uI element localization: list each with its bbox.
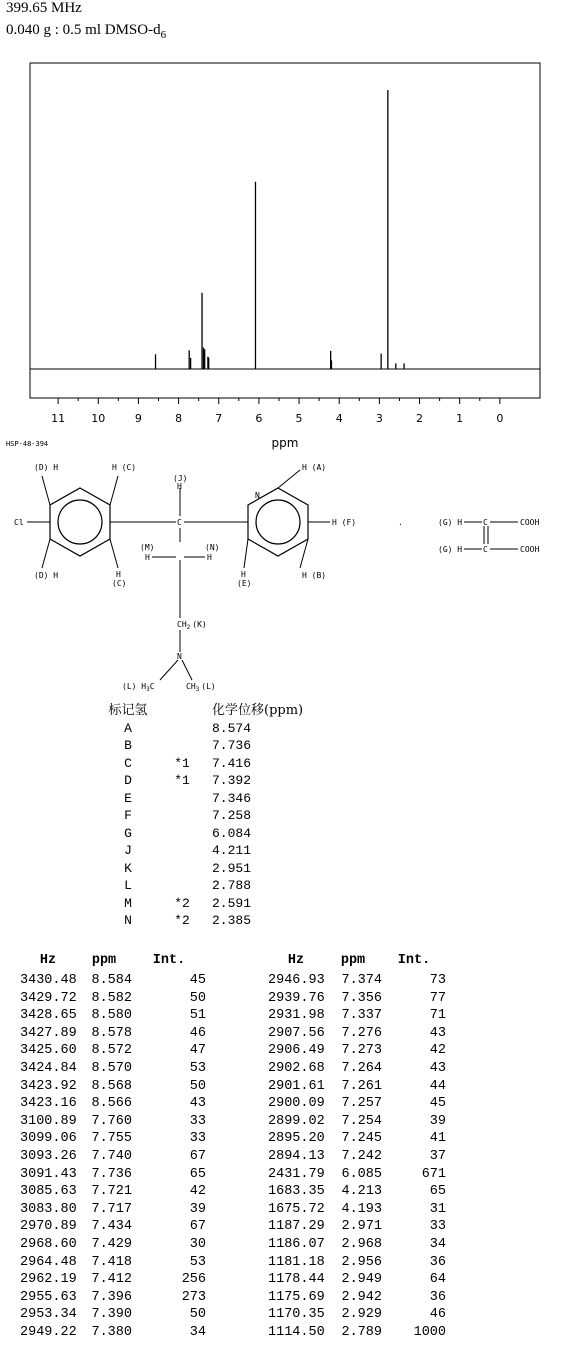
peak-intensity: 51 (189, 1008, 206, 1024)
peak-hz: 2901.61 (268, 1078, 325, 1094)
peak-intensity: 39 (429, 1113, 446, 1129)
peak-header-int-left: Int. (152, 953, 186, 968)
salt-separator-dot: . (398, 518, 403, 527)
peak-ppm: 7.412 (91, 1272, 132, 1288)
peak-ppm: 2.929 (341, 1307, 382, 1323)
peak-hz: 3428.65 (20, 1008, 77, 1024)
proton-note: *1 (174, 773, 190, 788)
peak-intensity: 45 (429, 1096, 446, 1112)
peak-table-row (20, 1271, 446, 1289)
peak-hz: 1181.18 (268, 1254, 325, 1270)
label-cooh-top: COOH (520, 518, 540, 527)
peak-hz: 2962.19 (20, 1272, 77, 1288)
x-tick-label: 10 (91, 412, 106, 425)
peak-hz: 2955.63 (20, 1289, 77, 1305)
label-h-e-h: H (241, 570, 246, 579)
x-tick-label: 5 (295, 412, 303, 425)
peak-hz: 2431.79 (268, 1166, 325, 1182)
peak-ppm: 8.580 (91, 1008, 132, 1024)
peak-ppm: 7.273 (341, 1043, 382, 1059)
label-n-ring: N (255, 491, 260, 500)
peak-hz: 1114.50 (268, 1324, 325, 1340)
peak-hz: 2964.48 (20, 1254, 77, 1270)
bond-hc-bottom (110, 539, 118, 568)
peak-intensity: 73 (429, 973, 446, 988)
label-ch2-sub: 2 (186, 624, 191, 631)
peak-hz: 3100.89 (20, 1113, 77, 1129)
label-h-d-top: (D) H (34, 463, 59, 472)
chemical-shift-table (104, 702, 303, 930)
peak-header-ppm-left: ppm (91, 953, 117, 968)
proton-label: M (124, 895, 132, 911)
label-l-left-c: C (149, 682, 155, 691)
peak-ppm: 7.380 (91, 1324, 132, 1340)
peak-intensity: 42 (429, 1043, 446, 1059)
proton-shift: 6.084 (212, 825, 252, 841)
peak-ppm: 8.572 (91, 1043, 132, 1059)
peak-hz: 2968.60 (20, 1236, 77, 1252)
label-h-c-bottom-h: H (116, 570, 121, 579)
peak-ppm: 7.717 (91, 1201, 132, 1217)
peak-hz: 1187.29 (268, 1219, 325, 1235)
label-ch2-k: (K) (192, 620, 207, 629)
peak-intensity: 53 (189, 1060, 206, 1076)
shift-table-row (104, 755, 303, 773)
peak-hz: 3423.16 (20, 1096, 77, 1112)
peak-ppm: 8.566 (91, 1096, 132, 1112)
peak-table-row (20, 1130, 446, 1148)
peak-intensity: 31 (429, 1201, 446, 1217)
peak-table-row (20, 1078, 446, 1096)
peak-intensity: 36 (429, 1289, 446, 1305)
peak-hz: 2946.93 (268, 973, 325, 988)
peak-list-table (20, 950, 446, 1341)
proton-shift: 7.346 (212, 790, 252, 806)
peak-ppm: 7.242 (341, 1148, 382, 1164)
peak-ppm: 8.568 (91, 1078, 132, 1094)
peak-hz: 2906.49 (268, 1043, 325, 1059)
peak-intensity: 67 (189, 1219, 206, 1235)
peak-ppm: 7.337 (341, 1008, 382, 1024)
peak-table-row (20, 1007, 446, 1025)
label-h-e: (E) (237, 579, 252, 588)
peak-table-row (20, 972, 446, 990)
peak-ppm: 7.374 (341, 973, 382, 988)
peak-hz: 3083.80 (20, 1201, 77, 1217)
shift-table-row (104, 807, 303, 825)
peak-hz: 2949.22 (20, 1324, 77, 1340)
peak-intensity: 671 (421, 1166, 446, 1182)
peak-table-row (20, 1254, 446, 1272)
peak-hz: 2970.89 (20, 1219, 77, 1235)
proton-note: *1 (174, 755, 190, 771)
label-l-left-text: (L) H (122, 682, 147, 691)
label-ch2-text: CH (177, 620, 187, 629)
peak-ppm: 7.429 (91, 1236, 132, 1252)
x-axis-label: ppm (271, 436, 299, 450)
shift-table-row (104, 860, 303, 878)
peak-hz: 1186.07 (268, 1236, 325, 1252)
label-c-top: C (483, 518, 488, 527)
label-l-left (122, 682, 155, 693)
peak-intensity: 273 (181, 1289, 206, 1305)
label-n: (N) (205, 543, 220, 552)
peak-intensity: 45 (189, 973, 206, 988)
proton-label: J (124, 843, 132, 858)
peak-table-header (20, 950, 446, 972)
shift-table-row (104, 895, 303, 913)
label-j-h: H (177, 482, 182, 491)
label-h-b: H (B) (302, 571, 327, 580)
peak-ppm: 2.942 (341, 1289, 382, 1305)
proton-shift: 7.392 (212, 773, 252, 788)
peak-intensity: 50 (189, 1307, 206, 1323)
label-n-h: H (207, 553, 212, 562)
peak-ppm: 2.968 (341, 1236, 382, 1252)
bond-hc-top (110, 476, 118, 505)
peak-ppm: 2.789 (341, 1324, 382, 1340)
shift-table-rows (104, 720, 303, 930)
shift-table-row (104, 912, 303, 930)
peak-hz: 2899.02 (268, 1113, 325, 1129)
label-l-right (186, 682, 216, 693)
peak-intensity: 256 (181, 1272, 206, 1288)
peak-ppm: 7.760 (91, 1113, 132, 1129)
peak-intensity: 41 (429, 1131, 446, 1147)
peak-intensity: 37 (429, 1148, 446, 1164)
bond-hd-bottom (42, 539, 50, 568)
chlorophenyl-aromatic-circle (58, 500, 102, 544)
bond-he (244, 539, 248, 568)
peak-intensity: 42 (189, 1184, 206, 1200)
peak-ppm: 7.261 (341, 1078, 382, 1094)
peak-hz: 3429.72 (20, 990, 77, 1006)
peak-table-row (20, 1095, 446, 1113)
peak-ppm: 7.755 (91, 1131, 132, 1147)
peak-intensity: 43 (189, 1096, 206, 1112)
shift-table-header (104, 702, 303, 720)
proton-label: C (124, 755, 132, 771)
structure-id-code: HSP-48-394 (6, 440, 49, 448)
bond-n-ch3-left (160, 660, 178, 680)
proton-label: K (124, 860, 132, 876)
proton-shift: 8.574 (212, 720, 252, 736)
peak-table-row (20, 1060, 446, 1078)
proton-shift: 2.951 (212, 860, 252, 876)
peak-hz: 3099.06 (20, 1131, 77, 1147)
peak-ppm: 7.254 (341, 1113, 382, 1129)
peak-table-row (20, 990, 446, 1008)
peak-ppm: 7.740 (91, 1148, 132, 1164)
bond-hd-top (42, 476, 50, 505)
proton-note: *2 (174, 913, 190, 928)
label-h-d-bottom: (D) H (34, 571, 59, 580)
peak-table-rows (20, 972, 446, 1341)
peak-hz: 1175.69 (268, 1289, 325, 1305)
peak-intensity: 33 (189, 1113, 206, 1129)
label-amine-n: N (177, 652, 182, 661)
peak-ppm: 7.264 (341, 1060, 382, 1076)
peak-ppm: 7.721 (91, 1184, 132, 1200)
peak-intensity: 43 (429, 1025, 446, 1041)
peak-intensity: 77 (429, 990, 446, 1006)
label-ch2 (177, 620, 207, 631)
peak-hz: 2939.76 (268, 990, 325, 1006)
peak-intensity: 50 (189, 990, 206, 1006)
peak-ppm: 4.193 (341, 1201, 382, 1217)
peak-intensity: 67 (189, 1148, 206, 1164)
shift-table-row (104, 720, 303, 738)
peak-table-row (20, 1148, 446, 1166)
peak-hz: 1683.35 (268, 1184, 325, 1200)
shift-table-row (104, 825, 303, 843)
peak-hz: 2953.34 (20, 1307, 77, 1323)
peak-table-row (20, 1025, 446, 1043)
shift-table-row (104, 737, 303, 755)
proton-note: *2 (174, 895, 190, 911)
peak-ppm: 2.956 (341, 1254, 382, 1270)
peak-intensity: 44 (429, 1078, 446, 1094)
proton-label: F (124, 808, 132, 823)
peak-intensity: 36 (429, 1254, 446, 1270)
label-m-h: H (145, 553, 150, 562)
peak-intensity: 30 (189, 1236, 206, 1252)
x-tick-label: 4 (335, 412, 343, 425)
x-tick-label: 1 (456, 412, 464, 425)
peak-table-row (20, 1201, 446, 1219)
peak-intensity: 50 (189, 1078, 206, 1094)
label-g-bottom: (G) H (438, 545, 463, 554)
peak-table-row (20, 1236, 446, 1254)
x-tick-label: 7 (215, 412, 223, 425)
x-tick-label: 0 (496, 412, 504, 425)
peak-ppm: 7.434 (91, 1219, 132, 1235)
label-g-top: (G) H (438, 518, 463, 527)
peak-ppm: 7.736 (91, 1166, 132, 1182)
label-l-right-text: CH (186, 682, 196, 691)
peak-table-row (20, 1289, 446, 1307)
peak-hz: 2900.09 (268, 1096, 325, 1112)
peak-hz: 3430.48 (20, 973, 77, 988)
peak-intensity: 39 (189, 1201, 206, 1217)
chlorophenyl-ring (50, 488, 110, 556)
peak-hz: 1178.44 (268, 1272, 325, 1288)
x-tick-label: 8 (175, 412, 183, 425)
proton-label: D (124, 773, 132, 788)
peak-hz: 3425.60 (20, 1043, 77, 1059)
peak-header-ppm-right: ppm (340, 953, 366, 968)
peak-intensity: 65 (429, 1184, 446, 1200)
peak-ppm: 8.584 (91, 973, 132, 988)
bond-ha (278, 470, 300, 488)
proton-shift: 2.591 (212, 895, 252, 911)
label-h-a: H (A) (302, 463, 327, 472)
peak-header-int-right: Int. (397, 953, 431, 968)
shift-table-row (104, 877, 303, 895)
label-h-c-bottom: (C) (112, 579, 127, 588)
peak-intensity: 33 (429, 1219, 446, 1235)
peak-table-row (20, 1306, 446, 1324)
peak-hz: 2894.13 (268, 1148, 325, 1164)
peak-header-hz-right: Hz (287, 953, 305, 968)
proton-label: N (124, 913, 132, 928)
peak-intensity: 1000 (413, 1324, 446, 1340)
peak-table-row (20, 1324, 446, 1342)
peak-intensity: 33 (189, 1131, 206, 1147)
peak-ppm: 6.085 (341, 1166, 382, 1182)
label-m: (M) (140, 543, 155, 552)
peak-ppm: 4.213 (341, 1184, 382, 1200)
shift-table-row (104, 772, 303, 790)
peak-intensity: 34 (189, 1324, 206, 1340)
peak-ppm: 7.418 (91, 1254, 132, 1270)
peak-ppm: 7.276 (341, 1025, 382, 1041)
peak-ppm: 8.582 (91, 990, 132, 1006)
x-tick-label: 6 (255, 412, 263, 425)
spectrometer-frequency: 399.65 MHz (6, 0, 82, 16)
proton-label: E (124, 790, 132, 806)
sample-subscript: 6 (160, 29, 167, 41)
pyridine-aromatic-circle (256, 500, 300, 544)
peak-ppm: 2.971 (341, 1219, 382, 1235)
proton-label: A (124, 720, 132, 736)
label-l-right-sub: 3 (195, 686, 200, 693)
label-j: (J) (173, 474, 188, 483)
sample-text: 0.040 g : 0.5 ml DMSO-d (6, 22, 161, 38)
peak-table-row (20, 1166, 446, 1184)
peak-intensity: 65 (189, 1166, 206, 1182)
proton-shift: 7.736 (212, 738, 252, 753)
label-l-right-l: (L) (201, 682, 216, 691)
label-l-left-sub: 3 (146, 686, 150, 693)
peak-intensity: 64 (429, 1272, 446, 1288)
peak-ppm: 8.570 (91, 1060, 132, 1076)
label-center-c: C (177, 518, 182, 527)
shift-table-row (104, 790, 303, 808)
peak-hz: 3427.89 (20, 1025, 77, 1041)
label-h-f: H (F) (332, 518, 357, 527)
peak-ppm: 7.356 (341, 990, 382, 1006)
peak-hz: 2907.56 (268, 1025, 325, 1041)
peak-ppm: 2.949 (341, 1272, 382, 1288)
peak-ppm: 8.578 (91, 1025, 132, 1041)
peak-ppm: 7.396 (91, 1289, 132, 1305)
peak-hz: 3423.92 (20, 1078, 77, 1094)
peak-hz: 3424.84 (20, 1060, 77, 1076)
peak-hz: 3093.26 (20, 1148, 77, 1164)
x-tick-label: 9 (134, 412, 142, 425)
label-cl: Cl (14, 518, 24, 527)
peak-table-row (20, 1218, 446, 1236)
peak-intensity: 46 (189, 1025, 206, 1041)
peak-hz: 1170.35 (268, 1307, 325, 1323)
peak-ppm: 7.245 (341, 1131, 382, 1147)
peak-intensity: 47 (189, 1043, 206, 1059)
peak-hz: 2895.20 (268, 1131, 325, 1147)
peak-hz: 3085.63 (20, 1184, 77, 1200)
proton-shift: 4.211 (212, 843, 252, 858)
x-tick-label: 2 (416, 412, 424, 425)
peak-intensity: 71 (429, 1008, 446, 1024)
peak-intensity: 43 (429, 1060, 446, 1076)
peak-header-hz-left: Hz (39, 953, 57, 968)
peak-hz: 2902.68 (268, 1060, 325, 1076)
peak-intensity: 46 (429, 1307, 446, 1323)
proton-label: G (124, 825, 132, 841)
peak-hz: 3091.43 (20, 1166, 77, 1182)
peak-table-row (20, 1042, 446, 1060)
peak-hz: 2931.98 (268, 1008, 325, 1024)
proton-shift: 7.258 (212, 808, 252, 823)
peak-table-row (20, 1113, 446, 1131)
proton-label: B (124, 738, 132, 753)
bond-n-ch3-right (182, 660, 192, 680)
proton-shift: 7.416 (212, 755, 252, 771)
peak-intensity: 34 (429, 1236, 446, 1252)
x-tick-label: 3 (375, 412, 383, 425)
proton-shift: 2.788 (212, 878, 252, 893)
peak-hz: 1675.72 (268, 1201, 325, 1217)
shift-header-label: 标记氢 (108, 703, 148, 718)
peak-ppm: 7.257 (341, 1096, 382, 1112)
label-cooh-bottom: COOH (520, 545, 540, 554)
shift-table-row (104, 842, 303, 860)
label-h-c-top: H (C) (112, 463, 137, 472)
peak-intensity: 53 (189, 1254, 206, 1270)
proton-label: L (124, 878, 132, 893)
proton-shift: 2.385 (212, 913, 252, 928)
x-tick-label: 11 (51, 412, 66, 425)
peak-ppm: 7.390 (91, 1307, 132, 1323)
label-c-bottom: C (483, 545, 488, 554)
peak-table-row (20, 1183, 446, 1201)
shift-header-shift: 化学位移(ppm) (212, 703, 304, 718)
